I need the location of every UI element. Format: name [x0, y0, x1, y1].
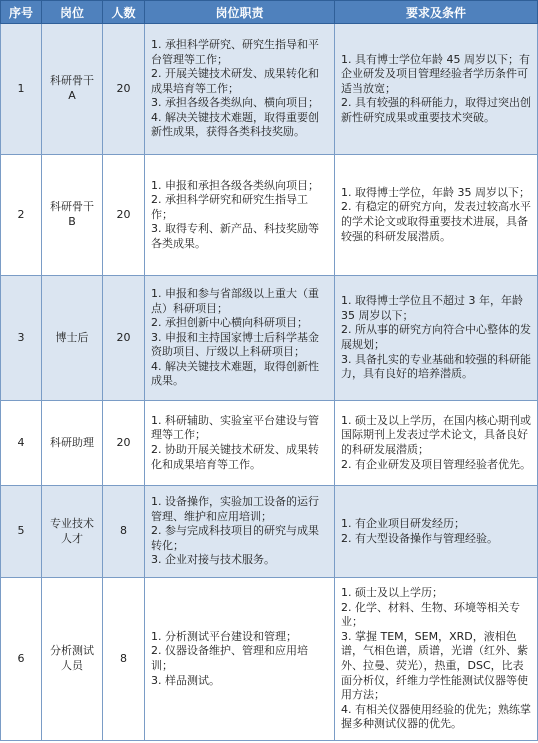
- duty-item: 3. 取得专利、新产品、科技奖励等各类成果。: [151, 222, 319, 250]
- duty-item: 4. 解决关键技术难题，取得创新性成果。: [151, 359, 319, 388]
- position-name: 科研骨干 B: [42, 155, 103, 276]
- requirements-cell: [335, 486, 538, 578]
- requirements-cell: [335, 155, 538, 276]
- table-row: [1, 578, 538, 741]
- requirement-item: 2. 有稳定的研究方向，发表过较高水平的学术论文或取得重要技术进展，具备较强的科研发展潜质。: [341, 200, 531, 243]
- requirements-cell: [335, 276, 538, 401]
- duty-item: 1. 科研辅助、实验室平台建设与管理等工作；: [151, 413, 319, 442]
- duty-item: 2. 参与完成科技项目的研究与成果转化；: [151, 524, 319, 552]
- header-requirements: 要求及条件: [335, 1, 538, 24]
- duties-cell: [145, 155, 335, 276]
- requirement-item: 3. 具备扎实的专业基础和较强的科研能力，具有良好的培养潜质。: [341, 352, 531, 381]
- requirement-item: 4. 有相关仪器使用经验的优先；熟练掌握多种测试仪器的优先。: [341, 702, 531, 731]
- position-name: 科研助理: [42, 401, 103, 486]
- requirement-item: 1. 取得博士学位且不超过 3 年，年龄 35 周岁以下；: [341, 294, 523, 322]
- duty-item: 3. 样品测试。: [151, 673, 220, 687]
- row-number: 5: [1, 486, 42, 578]
- duty-item: 4. 解决关键技术难题，取得重要创新性成果，获得各类科技奖励。: [151, 110, 319, 139]
- position-name: 科研骨干 A: [42, 24, 103, 155]
- duty-item: 2. 承担创新中心横向科研项目；: [151, 316, 308, 330]
- requirement-item: 2. 有企业研发及项目管理经验者优先。: [341, 457, 531, 471]
- requirement-item: 3. 掌握 TEM，SEM，XRD，液相色谱，气相色谱，质谱，光谱（红外、紫外、拉曼、荧光），热重，DSC，比表面分析仪，纤维力学性能测试仪器等使用方法；: [341, 629, 528, 702]
- duties-cell: [145, 276, 335, 401]
- position-count: 20: [103, 155, 145, 276]
- duty-item: 1. 承担科学研究、研究生指导和平台管理等工作；: [151, 38, 319, 66]
- position-count: 8: [103, 486, 145, 578]
- duty-item: 3. 承担各级各类纵向、横向项目；: [151, 96, 319, 110]
- requirement-item: 1. 具有博士学位年龄 45 周岁以下；有企业研发及项目管理经验者学历条件可适当放宽；: [341, 52, 530, 95]
- position-name: 博士后: [42, 276, 103, 401]
- duties-cell: [145, 578, 335, 741]
- position-name: 专业技术人才: [42, 486, 103, 578]
- position-count: 20: [103, 276, 145, 401]
- row-number: 1: [1, 24, 42, 155]
- requirement-item: 2. 具有较强的科研能力，取得过突出创新性研究成果或重要技术突破。: [341, 96, 531, 124]
- duty-item: 2. 协助开展关键技术研发、成果转化和成果培育等工作。: [151, 443, 319, 471]
- requirement-item: 2. 化学、材料、生物、环境等相关专业；: [341, 600, 520, 629]
- header-no: 序号: [1, 1, 42, 24]
- row-number: 6: [1, 578, 42, 741]
- requirement-item: 2. 所从事的研究方向符合中心整体的发展规划；: [341, 323, 531, 351]
- requirements-cell: [335, 24, 538, 155]
- requirements-cell: [335, 578, 538, 741]
- duties-cell: [145, 486, 335, 578]
- table-row: [1, 276, 538, 401]
- header-row: [1, 1, 538, 24]
- duty-item: 1. 分析测试平台建设和管理；: [151, 629, 297, 643]
- duty-item: 1. 设备操作，实验加工设备的运行管理、维护和应用培训；: [151, 495, 319, 523]
- header-count: 人数: [103, 1, 145, 24]
- row-number: 4: [1, 401, 42, 486]
- duty-item: 2. 仪器设备维护、管理和应用培训；: [151, 644, 308, 672]
- requirement-item: 1. 取得博士学位，年龄 35 周岁以下；: [341, 185, 530, 199]
- requirement-item: 1. 硕士及以上学历；: [341, 586, 443, 600]
- table-row: [1, 401, 538, 486]
- duty-item: 1. 申报和参与省部级以上重大（重点）科研项目；: [151, 287, 319, 315]
- duty-item: 1. 申报和承担各级各类纵向项目；: [151, 178, 319, 192]
- position-count: 8: [103, 578, 145, 741]
- duty-item: 2. 承担科学研究和研究生指导工作；: [151, 193, 308, 221]
- table-row: [1, 486, 538, 578]
- duty-item: 3. 企业对接与技术服务。: [151, 553, 275, 567]
- duties-cell: [145, 401, 335, 486]
- position-count: 20: [103, 24, 145, 155]
- table-row: [1, 24, 538, 155]
- requirement-item: 1. 有企业项目研发经历；: [341, 516, 465, 530]
- position-count: 20: [103, 401, 145, 486]
- duty-item: 3. 申报和主持国家博士后科学基金资助项目、厅级以上科研项目；: [151, 330, 319, 359]
- row-number: 3: [1, 276, 42, 401]
- header-position: 岗位: [42, 1, 103, 24]
- requirement-item: 2. 有大型设备操作与管理经验。: [341, 531, 498, 545]
- requirement-item: 1. 硕士及以上学历，在国内核心期刊或国际期刊上发表过学术论文，具备良好的科研发展潜质；: [341, 413, 531, 456]
- duties-cell: [145, 24, 335, 155]
- row-number: 2: [1, 155, 42, 276]
- duty-item: 2. 开展关键技术研发、成果转化和成果培育等工作；: [151, 67, 319, 95]
- requirements-cell: [335, 401, 538, 486]
- table-row: [1, 155, 538, 276]
- header-duties: 岗位职责: [145, 1, 335, 24]
- position-name: 分析测试人员: [42, 578, 103, 741]
